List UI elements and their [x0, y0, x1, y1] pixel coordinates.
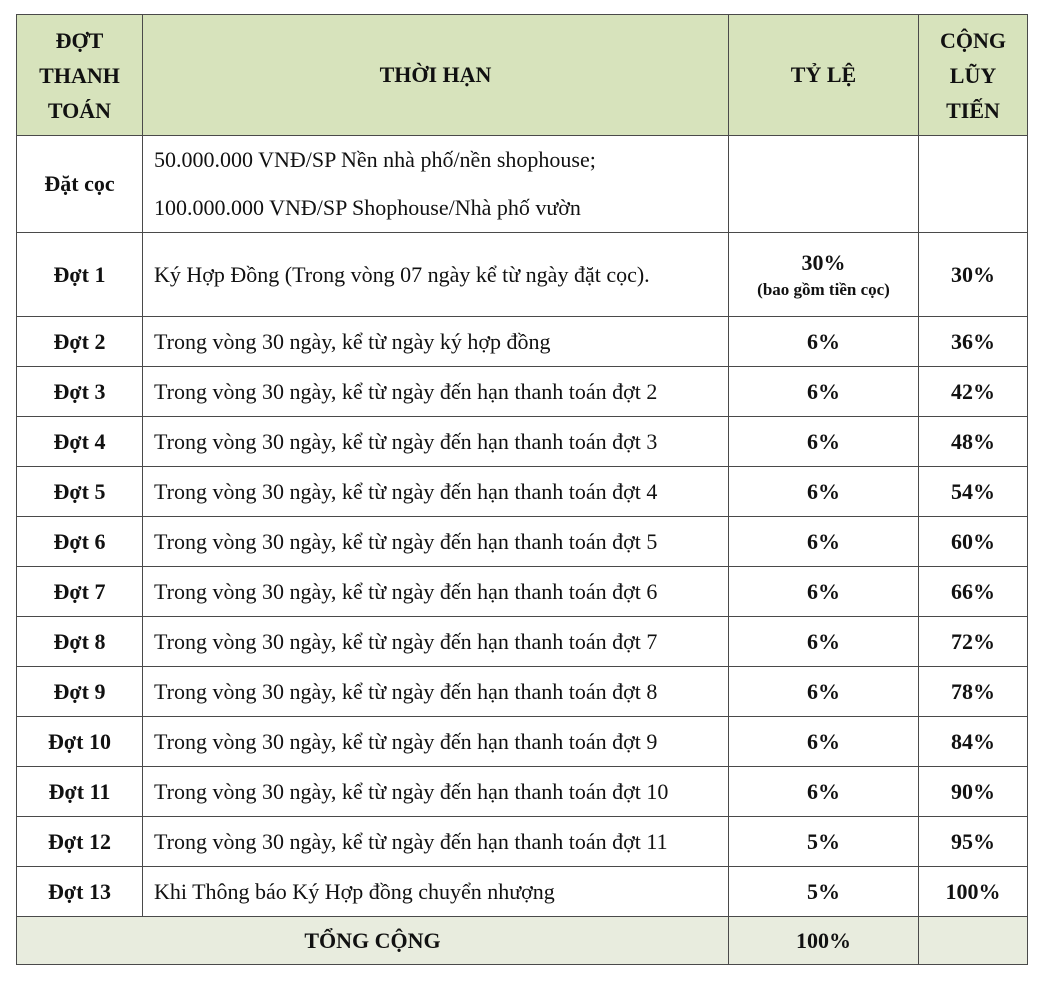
- period-cell: Đợt 5: [17, 467, 143, 517]
- term-cell: Trong vòng 30 ngày, kể từ ngày đến hạn thanh toán đợt 11: [143, 817, 729, 867]
- header-period-line3: TOÁN: [47, 97, 112, 123]
- deposit-cumulative: [919, 136, 1028, 233]
- period-cell: Đợt 11: [17, 767, 143, 817]
- total-label: TỔNG CỘNG: [17, 917, 729, 965]
- header-term: THỜI HẠN: [143, 15, 729, 136]
- rate-cell: 5%: [729, 817, 919, 867]
- term-cell: Trong vòng 30 ngày, kể từ ngày đến hạn thanh toán đợt 8: [143, 667, 729, 717]
- cumulative-cell: 48%: [919, 417, 1028, 467]
- table-row: [17, 517, 1028, 567]
- rate-cell: 6%: [729, 667, 919, 717]
- cumulative-cell: 95%: [919, 817, 1028, 867]
- period-cell: Đợt 1: [17, 233, 143, 317]
- rate-cell: 6%: [729, 417, 919, 467]
- header-rate: TỶ LỆ: [729, 15, 919, 136]
- period-cell: Đợt 6: [17, 517, 143, 567]
- cumulative-cell: 72%: [919, 617, 1028, 667]
- rate-value: 30%: [801, 249, 846, 275]
- cumulative-cell: 78%: [919, 667, 1028, 717]
- header-period-line1: ĐỢT: [55, 27, 104, 53]
- header-cumulative-line2: LŨY: [949, 62, 997, 88]
- term-cell: Trong vòng 30 ngày, kể từ ngày đến hạn thanh toán đợt 3: [143, 417, 729, 467]
- term-cell: Trong vòng 30 ngày, kể từ ngày đến hạn thanh toán đợt 5: [143, 517, 729, 567]
- cumulative-cell: 42%: [919, 367, 1028, 417]
- period-cell: Đợt 8: [17, 617, 143, 667]
- term-cell: Trong vòng 30 ngày, kể từ ngày đến hạn thanh toán đợt 2: [143, 367, 729, 417]
- table-row: [17, 667, 1028, 717]
- deposit-rate: [729, 136, 919, 233]
- payment-schedule-table: [16, 14, 1028, 965]
- deposit-row: [17, 136, 1028, 233]
- rate-cell: 6%: [729, 367, 919, 417]
- table-row: [17, 617, 1028, 667]
- deposit-term: [143, 136, 729, 233]
- header-cumulative-line3: TIẾN: [946, 97, 1000, 123]
- cumulative-cell: 66%: [919, 567, 1028, 617]
- table-row: [17, 767, 1028, 817]
- total-row: [17, 917, 1028, 965]
- cumulative-cell: 30%: [919, 233, 1028, 317]
- header-cumulative-line1: CỘNG: [940, 27, 1006, 53]
- header-cumulative: [919, 15, 1028, 136]
- payment-schedule: [16, 14, 1027, 965]
- table-row: [17, 467, 1028, 517]
- period-cell: Đợt 12: [17, 817, 143, 867]
- period-cell: Đợt 3: [17, 367, 143, 417]
- period-cell: Đợt 4: [17, 417, 143, 467]
- rate-note: (bao gồm tiền cọc): [757, 279, 890, 299]
- table-row: [17, 233, 1028, 317]
- rate-cell: 6%: [729, 467, 919, 517]
- header-row: [17, 15, 1028, 136]
- table-row: [17, 717, 1028, 767]
- period-cell: Đợt 10: [17, 717, 143, 767]
- cumulative-cell: 90%: [919, 767, 1028, 817]
- period-cell: Đợt 9: [17, 667, 143, 717]
- term-cell: Trong vòng 30 ngày, kể từ ngày ký hợp đồng: [143, 317, 729, 367]
- term-cell: Trong vòng 30 ngày, kể từ ngày đến hạn thanh toán đợt 10: [143, 767, 729, 817]
- deposit-label: Đặt cọc: [17, 136, 143, 233]
- rate-cell: 6%: [729, 617, 919, 667]
- cumulative-cell: 36%: [919, 317, 1028, 367]
- total-cumulative: [919, 917, 1028, 965]
- period-cell: Đợt 7: [17, 567, 143, 617]
- deposit-term-line1: 50.000.000 VNĐ/SP Nền nhà phố/nền shophouse;: [154, 147, 596, 172]
- term-cell: Trong vòng 30 ngày, kể từ ngày đến hạn thanh toán đợt 6: [143, 567, 729, 617]
- table-row: [17, 567, 1028, 617]
- term-cell: Trong vòng 30 ngày, kể từ ngày đến hạn thanh toán đợt 4: [143, 467, 729, 517]
- cumulative-cell: 84%: [919, 717, 1028, 767]
- total-rate: 100%: [729, 917, 919, 965]
- table-row: [17, 367, 1028, 417]
- cumulative-cell: 60%: [919, 517, 1028, 567]
- rate-cell: 6%: [729, 717, 919, 767]
- rate-cell: 5%: [729, 867, 919, 917]
- cumulative-cell: 54%: [919, 467, 1028, 517]
- table-row: [17, 817, 1028, 867]
- table-row: [17, 867, 1028, 917]
- cumulative-cell: 100%: [919, 867, 1028, 917]
- table-row: [17, 417, 1028, 467]
- term-cell: Trong vòng 30 ngày, kể từ ngày đến hạn thanh toán đợt 7: [143, 617, 729, 667]
- header-period-line2: THANH: [39, 62, 120, 88]
- term-cell: Ký Hợp Đồng (Trong vòng 07 ngày kể từ ngày đặt cọc).: [143, 233, 729, 317]
- deposit-term-line2: 100.000.000 VNĐ/SP Shophouse/Nhà phố vườn: [154, 195, 581, 220]
- rate-cell: 6%: [729, 767, 919, 817]
- rate-cell: 6%: [729, 317, 919, 367]
- table-row: [17, 317, 1028, 367]
- rate-cell: 6%: [729, 517, 919, 567]
- header-period: [17, 15, 143, 136]
- rate-cell: 6%: [729, 567, 919, 617]
- period-cell: Đợt 2: [17, 317, 143, 367]
- term-cell: Khi Thông báo Ký Hợp đồng chuyển nhượng: [143, 867, 729, 917]
- period-cell: Đợt 13: [17, 867, 143, 917]
- rate-cell: [729, 233, 919, 317]
- term-cell: Trong vòng 30 ngày, kể từ ngày đến hạn thanh toán đợt 9: [143, 717, 729, 767]
